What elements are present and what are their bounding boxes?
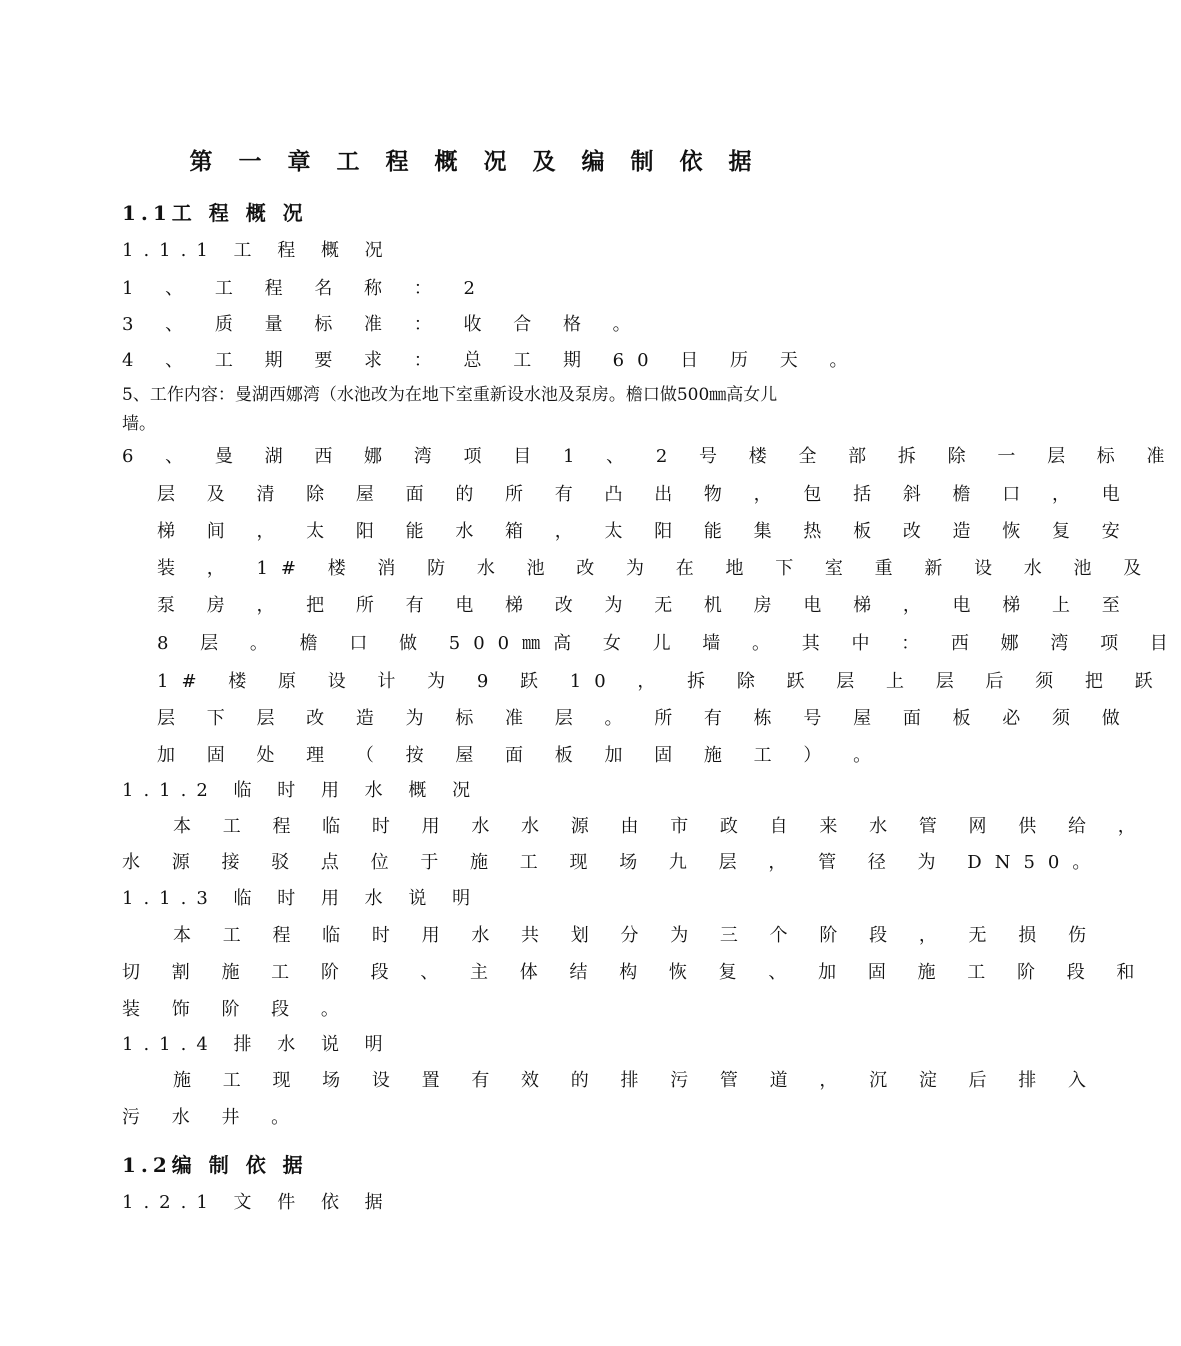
- paragraph-water-source-cont: 水 源 接 驳 点 位 于 施 工 现 场 九 层 ， 管 径 为 DN50。: [122, 852, 1104, 873]
- paragraph-quality-standard: 3 、 质 量 标 准 ： 收 合 格 。: [122, 314, 644, 335]
- item-6-line: 层 下 层 改 造 为 标 准 层 。 所 有 栋 号 屋 面 板 必 须 做: [157, 708, 1133, 729]
- item-6-line: 1# 楼 原 设 计 为 9 跃 10 ， 拆 除 跃 层 上 层 后 须 把 跃: [157, 671, 1166, 692]
- chapter-title: 第 一 章 工 程 概 况 及 编 制 依 据: [189, 148, 761, 175]
- paragraph-drainage: 施 工 现 场 设 置 有 效 的 排 污 管 道 ， 沉 淀 后 排 入: [173, 1070, 1099, 1091]
- paragraph-water-usage-cont: 装 饰 阶 段 。: [122, 999, 352, 1020]
- item-6-line: 梯 间 ， 太 阳 能 水 箱 ， 太 阳 能 集 热 板 改 造 恢 复 安: [157, 521, 1133, 542]
- subsection-heading-1-2-1: 1.2.1 文 件 依 据: [122, 1192, 393, 1213]
- paragraph-work-content-cont: 墙。: [122, 414, 156, 434]
- section-heading-1-2: 1.2编 制 依 据: [122, 1153, 308, 1177]
- paragraph-water-source: 本 工 程 临 时 用 水 水 源 由 市 政 自 来 水 管 网 供 给 ，: [173, 816, 1149, 837]
- paragraph-work-content: 5、工作内容：曼湖西娜湾（水池改为在地下室重新设水池及泵房。檐口做500㎜高女儿: [122, 385, 778, 405]
- paragraph-water-usage: 本 工 程 临 时 用 水 共 划 分 为 三 个 阶 段 ， 无 损 伤: [173, 925, 1099, 946]
- paragraph-schedule: 4 、 工 期 要 求 ： 总 工 期 60 日 历 天 。: [122, 350, 861, 371]
- paragraph-drainage-cont: 污 水 井 。: [122, 1107, 303, 1128]
- item-6-line: 层 及 清 除 屋 面 的 所 有 凸 出 物 ， 包 括 斜 檐 口 ， 电: [157, 484, 1133, 505]
- item-6-line: 加 固 处 理 （ 按 屋 面 板 加 固 施 工 ） 。: [157, 745, 885, 766]
- subsection-heading-1-1-2: 1.1.2 临 时 用 水 概 况: [122, 780, 481, 801]
- item-6-line: 泵 房 ， 把 所 有 电 梯 改 为 无 机 房 电 梯 ， 电 梯 上 至: [157, 595, 1133, 616]
- paragraph-project-name: 1 、 工 程 名 称 ： 2: [122, 278, 488, 299]
- subsection-heading-1-1-3: 1.1.3 临 时 用 水 说 明: [122, 888, 481, 909]
- paragraph-water-usage-cont: 切 割 施 工 阶 段 、 主 体 结 构 恢 复 、 加 固 施 工 阶 段 和: [122, 962, 1148, 983]
- item-6-line: 8 层 。 檐 口 做 500㎜高 女 儿 墙 。 其 中 ： 西 娜 湾 项 目: [157, 633, 1181, 654]
- item-6-line: 6 、 曼 湖 西 娜 湾 项 目 1 、 2 号 楼 全 部 拆 除 一 层 标 准: [122, 446, 1178, 467]
- subsection-heading-1-1-1: 1.1.1 工 程 概 况: [122, 240, 393, 261]
- subsection-heading-1-1-4: 1.1.4 排 水 说 明: [122, 1034, 393, 1055]
- section-heading-1-1: 1.1工 程 概 况: [122, 201, 308, 225]
- item-6-line: 装 ， 1# 楼 消 防 水 池 改 为 在 地 下 室 重 新 设 水 池 及: [157, 558, 1155, 579]
